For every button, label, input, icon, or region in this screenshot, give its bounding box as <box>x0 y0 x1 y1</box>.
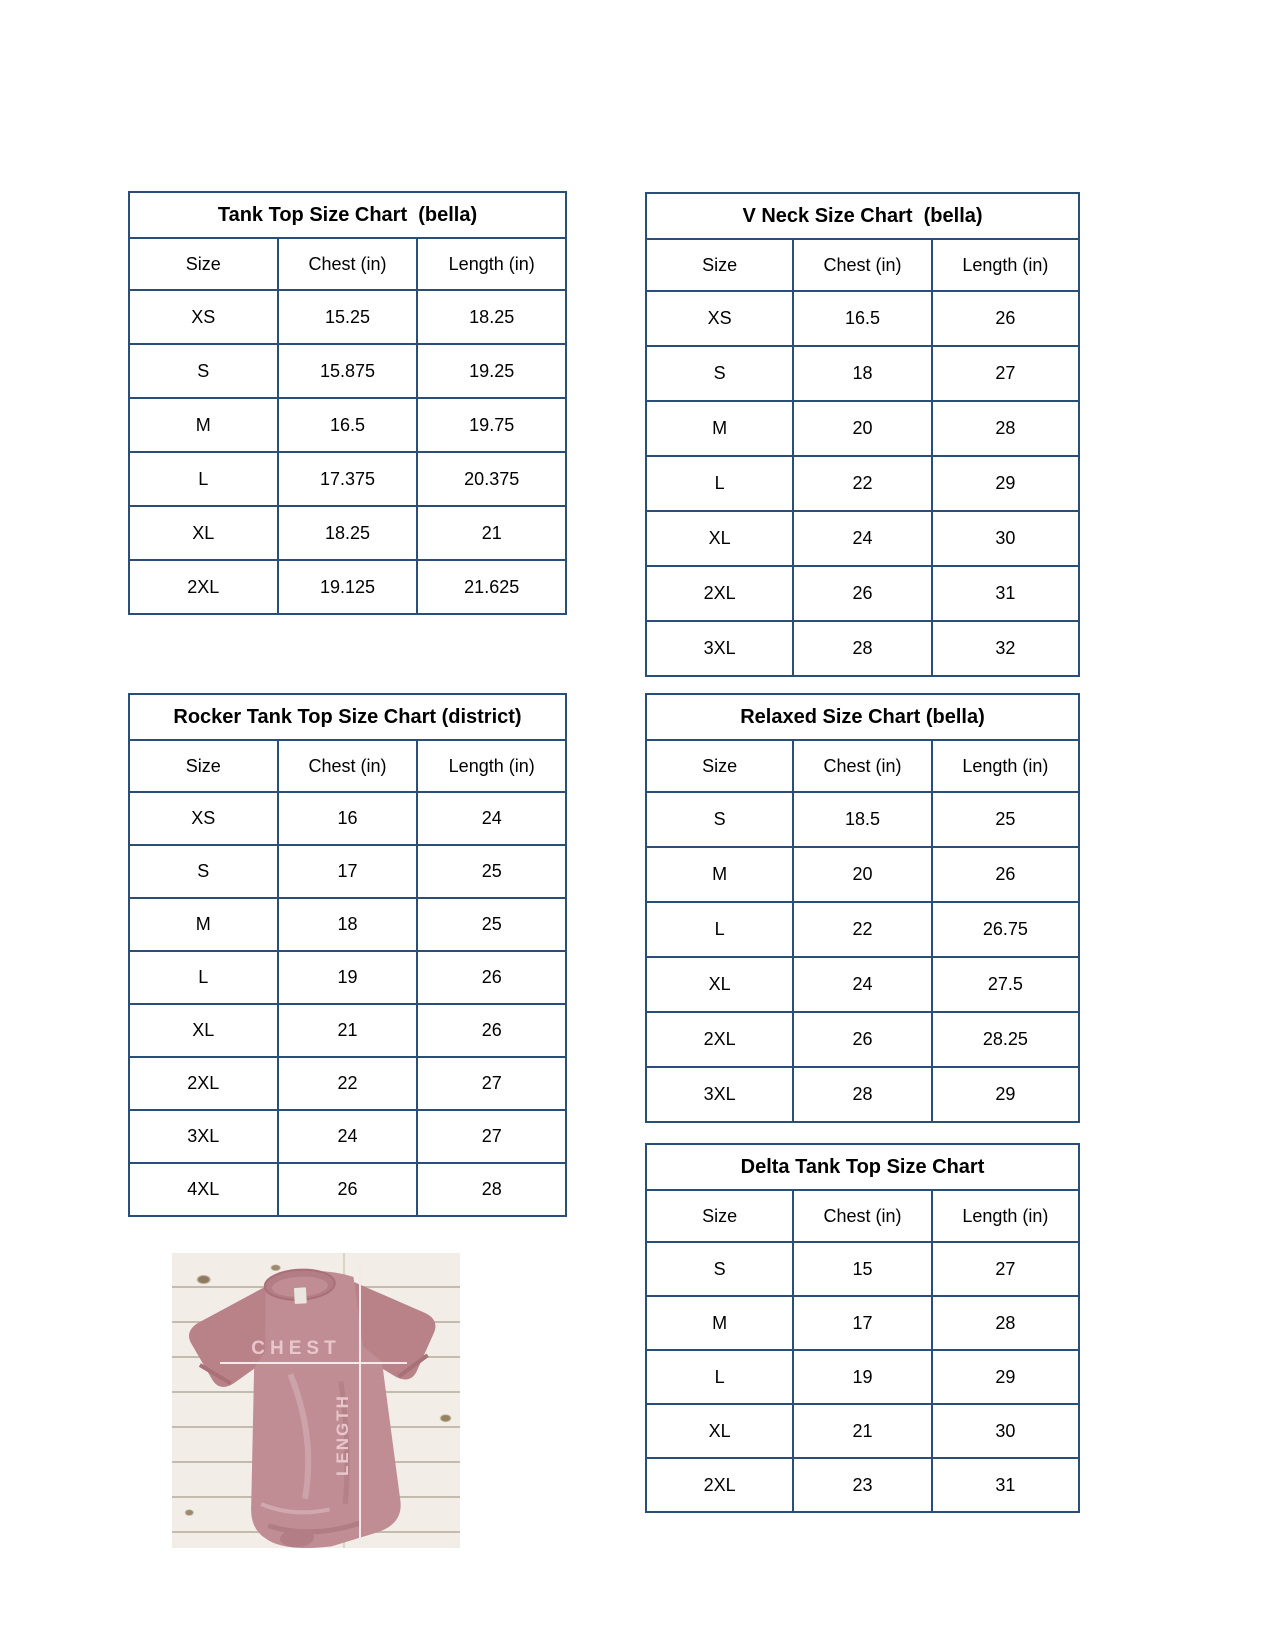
table-cell: 15 <box>793 1242 932 1296</box>
table-header-row <box>646 740 1079 792</box>
table-cell: 24 <box>417 792 566 845</box>
size-table-v-neck <box>645 192 1080 677</box>
table-cell: 2XL <box>129 560 278 614</box>
table-cell: L <box>129 951 278 1004</box>
table-cell: 29 <box>932 1350 1079 1404</box>
table-title-row <box>129 694 566 740</box>
table-cell: XL <box>646 957 793 1012</box>
table-cell: 26 <box>417 951 566 1004</box>
table-cell: 2XL <box>646 1458 793 1512</box>
table-cell: 28 <box>932 401 1079 456</box>
table-header-row <box>129 740 566 792</box>
table-header-row <box>129 238 566 290</box>
column-header: Size <box>646 740 793 792</box>
column-header: Length (in) <box>932 239 1079 291</box>
table-row <box>646 1296 1079 1350</box>
chest-label: CHEST <box>251 1338 341 1359</box>
column-header: Chest (in) <box>793 740 932 792</box>
table-cell: 27 <box>417 1057 566 1110</box>
table-cell: 2XL <box>646 566 793 621</box>
column-header: Length (in) <box>932 740 1079 792</box>
table-row <box>646 1350 1079 1404</box>
column-header: Chest (in) <box>793 1190 932 1242</box>
column-header: Size <box>129 740 278 792</box>
table-row <box>129 1057 566 1110</box>
table-title-row <box>129 192 566 238</box>
table-cell: 21.625 <box>417 560 566 614</box>
table-cell: M <box>646 1296 793 1350</box>
table-row <box>129 1163 566 1216</box>
table-title: Rocker Tank Top Size Chart (district) <box>129 694 566 740</box>
table-row <box>646 1242 1079 1296</box>
table-title: V Neck Size Chart (bella) <box>646 193 1079 239</box>
table-cell: L <box>646 902 793 957</box>
table-cell: XL <box>129 1004 278 1057</box>
table-cell: 17 <box>793 1296 932 1350</box>
table-cell: 21 <box>278 1004 418 1057</box>
table-cell: 18 <box>278 898 418 951</box>
table-cell: 25 <box>417 845 566 898</box>
table-cell: 29 <box>932 1067 1079 1122</box>
table-cell: 24 <box>793 957 932 1012</box>
table-cell: XS <box>129 290 278 344</box>
table-cell: 15.25 <box>278 290 418 344</box>
table-row <box>129 344 566 398</box>
table-cell: 18.5 <box>793 792 932 847</box>
table-cell: 31 <box>932 566 1079 621</box>
tshirt-shape <box>186 1263 447 1548</box>
table-cell: 4XL <box>129 1163 278 1216</box>
table-row <box>646 566 1079 621</box>
table-cell: 25 <box>932 792 1079 847</box>
table-row <box>129 951 566 1004</box>
table-cell: XL <box>129 506 278 560</box>
table-cell: M <box>129 398 278 452</box>
table-cell: 3XL <box>646 621 793 676</box>
table-cell: M <box>646 847 793 902</box>
size-table-relaxed <box>645 693 1080 1123</box>
table-cell: 29 <box>932 456 1079 511</box>
table-row <box>646 1458 1079 1512</box>
table-cell: 21 <box>793 1404 932 1458</box>
table-cell: 23 <box>793 1458 932 1512</box>
table-row <box>129 792 566 845</box>
table-cell: 3XL <box>646 1067 793 1122</box>
table-cell: 27 <box>932 346 1079 401</box>
column-header: Size <box>129 238 278 290</box>
table-cell: 20.375 <box>417 452 566 506</box>
table-row <box>646 1012 1079 1067</box>
table-cell: 22 <box>793 902 932 957</box>
table-title-row <box>646 1144 1079 1190</box>
table-cell: 20 <box>793 847 932 902</box>
table-cell: 21 <box>417 506 566 560</box>
table-cell: S <box>129 845 278 898</box>
table-cell: S <box>129 344 278 398</box>
table-cell: L <box>129 452 278 506</box>
table-cell: S <box>646 1242 793 1296</box>
column-header: Length (in) <box>417 740 566 792</box>
table-cell: 24 <box>278 1110 418 1163</box>
table-cell: 19.125 <box>278 560 418 614</box>
table-row <box>646 957 1079 1012</box>
table-cell: 2XL <box>646 1012 793 1067</box>
table-cell: XL <box>646 511 793 566</box>
size-table-delta-tank-top <box>645 1143 1080 1513</box>
table-cell: S <box>646 792 793 847</box>
table-row <box>129 290 566 344</box>
length-label: LENGTH <box>333 1394 352 1476</box>
table-cell: 30 <box>932 511 1079 566</box>
table-cell: 16.5 <box>278 398 418 452</box>
column-header: Length (in) <box>417 238 566 290</box>
table-cell: 26 <box>932 291 1079 346</box>
column-header: Size <box>646 239 793 291</box>
table-cell: 20 <box>793 401 932 456</box>
table-row <box>646 1067 1079 1122</box>
table-title: Delta Tank Top Size Chart <box>646 1144 1079 1190</box>
table-header-row <box>646 239 1079 291</box>
size-table-rocker-tank-top <box>128 693 567 1217</box>
table-row <box>646 291 1079 346</box>
table-cell: M <box>646 401 793 456</box>
table-cell: 27 <box>932 1242 1079 1296</box>
table-row <box>646 401 1079 456</box>
table-cell: 28 <box>793 1067 932 1122</box>
table-row <box>129 1110 566 1163</box>
table-cell: 28 <box>932 1296 1079 1350</box>
table-cell: 31 <box>932 1458 1079 1512</box>
table-cell: 28 <box>417 1163 566 1216</box>
table-row <box>129 1004 566 1057</box>
table-row <box>129 560 566 614</box>
table-cell: 28 <box>793 621 932 676</box>
table-row <box>129 452 566 506</box>
table-title: Tank Top Size Chart (bella) <box>129 192 566 238</box>
table-cell: 19 <box>278 951 418 1004</box>
table-row <box>129 898 566 951</box>
table-cell: 15.875 <box>278 344 418 398</box>
table-row <box>129 506 566 560</box>
table-title: Relaxed Size Chart (bella) <box>646 694 1079 740</box>
tshirt-measurement-image <box>172 1253 460 1548</box>
table-row <box>646 1404 1079 1458</box>
table-title-row <box>646 193 1079 239</box>
table-cell: 27.5 <box>932 957 1079 1012</box>
table-cell: L <box>646 456 793 511</box>
table-cell: 17 <box>278 845 418 898</box>
table-cell: 19.75 <box>417 398 566 452</box>
column-header: Chest (in) <box>278 238 418 290</box>
table-cell: 26 <box>932 847 1079 902</box>
table-cell: 19 <box>793 1350 932 1404</box>
table-row <box>646 792 1079 847</box>
column-header: Chest (in) <box>278 740 418 792</box>
table-row <box>646 346 1079 401</box>
table-row <box>646 847 1079 902</box>
table-cell: 16 <box>278 792 418 845</box>
column-header: Length (in) <box>932 1190 1079 1242</box>
table-cell: XS <box>646 291 793 346</box>
table-cell: 22 <box>793 456 932 511</box>
table-cell: 18 <box>793 346 932 401</box>
table-row <box>129 845 566 898</box>
table-cell: 24 <box>793 511 932 566</box>
table-cell: 18.25 <box>417 290 566 344</box>
table-cell: M <box>129 898 278 951</box>
table-row <box>646 902 1079 957</box>
table-cell: 3XL <box>129 1110 278 1163</box>
table-cell: 26 <box>793 566 932 621</box>
table-cell: 19.25 <box>417 344 566 398</box>
size-table-tank-top <box>128 191 567 615</box>
column-header: Chest (in) <box>793 239 932 291</box>
table-row <box>646 621 1079 676</box>
table-cell: 18.25 <box>278 506 418 560</box>
table-cell: XS <box>129 792 278 845</box>
table-cell: 26 <box>278 1163 418 1216</box>
table-cell: 27 <box>417 1110 566 1163</box>
table-cell: S <box>646 346 793 401</box>
table-cell: 32 <box>932 621 1079 676</box>
tshirt-illustration <box>172 1253 460 1548</box>
table-cell: 25 <box>417 898 566 951</box>
tshirt-brand-tag <box>294 1287 307 1304</box>
table-header-row <box>646 1190 1079 1242</box>
table-cell: 2XL <box>129 1057 278 1110</box>
table-cell: 30 <box>932 1404 1079 1458</box>
column-header: Size <box>646 1190 793 1242</box>
table-cell: 17.375 <box>278 452 418 506</box>
table-cell: 26.75 <box>932 902 1079 957</box>
table-cell: 22 <box>278 1057 418 1110</box>
table-title-row <box>646 694 1079 740</box>
table-cell: 16.5 <box>793 291 932 346</box>
table-cell: 26 <box>417 1004 566 1057</box>
table-row <box>646 456 1079 511</box>
table-cell: L <box>646 1350 793 1404</box>
table-cell: XL <box>646 1404 793 1458</box>
table-row <box>646 511 1079 566</box>
table-row <box>129 398 566 452</box>
table-cell: 26 <box>793 1012 932 1067</box>
table-cell: 28.25 <box>932 1012 1079 1067</box>
